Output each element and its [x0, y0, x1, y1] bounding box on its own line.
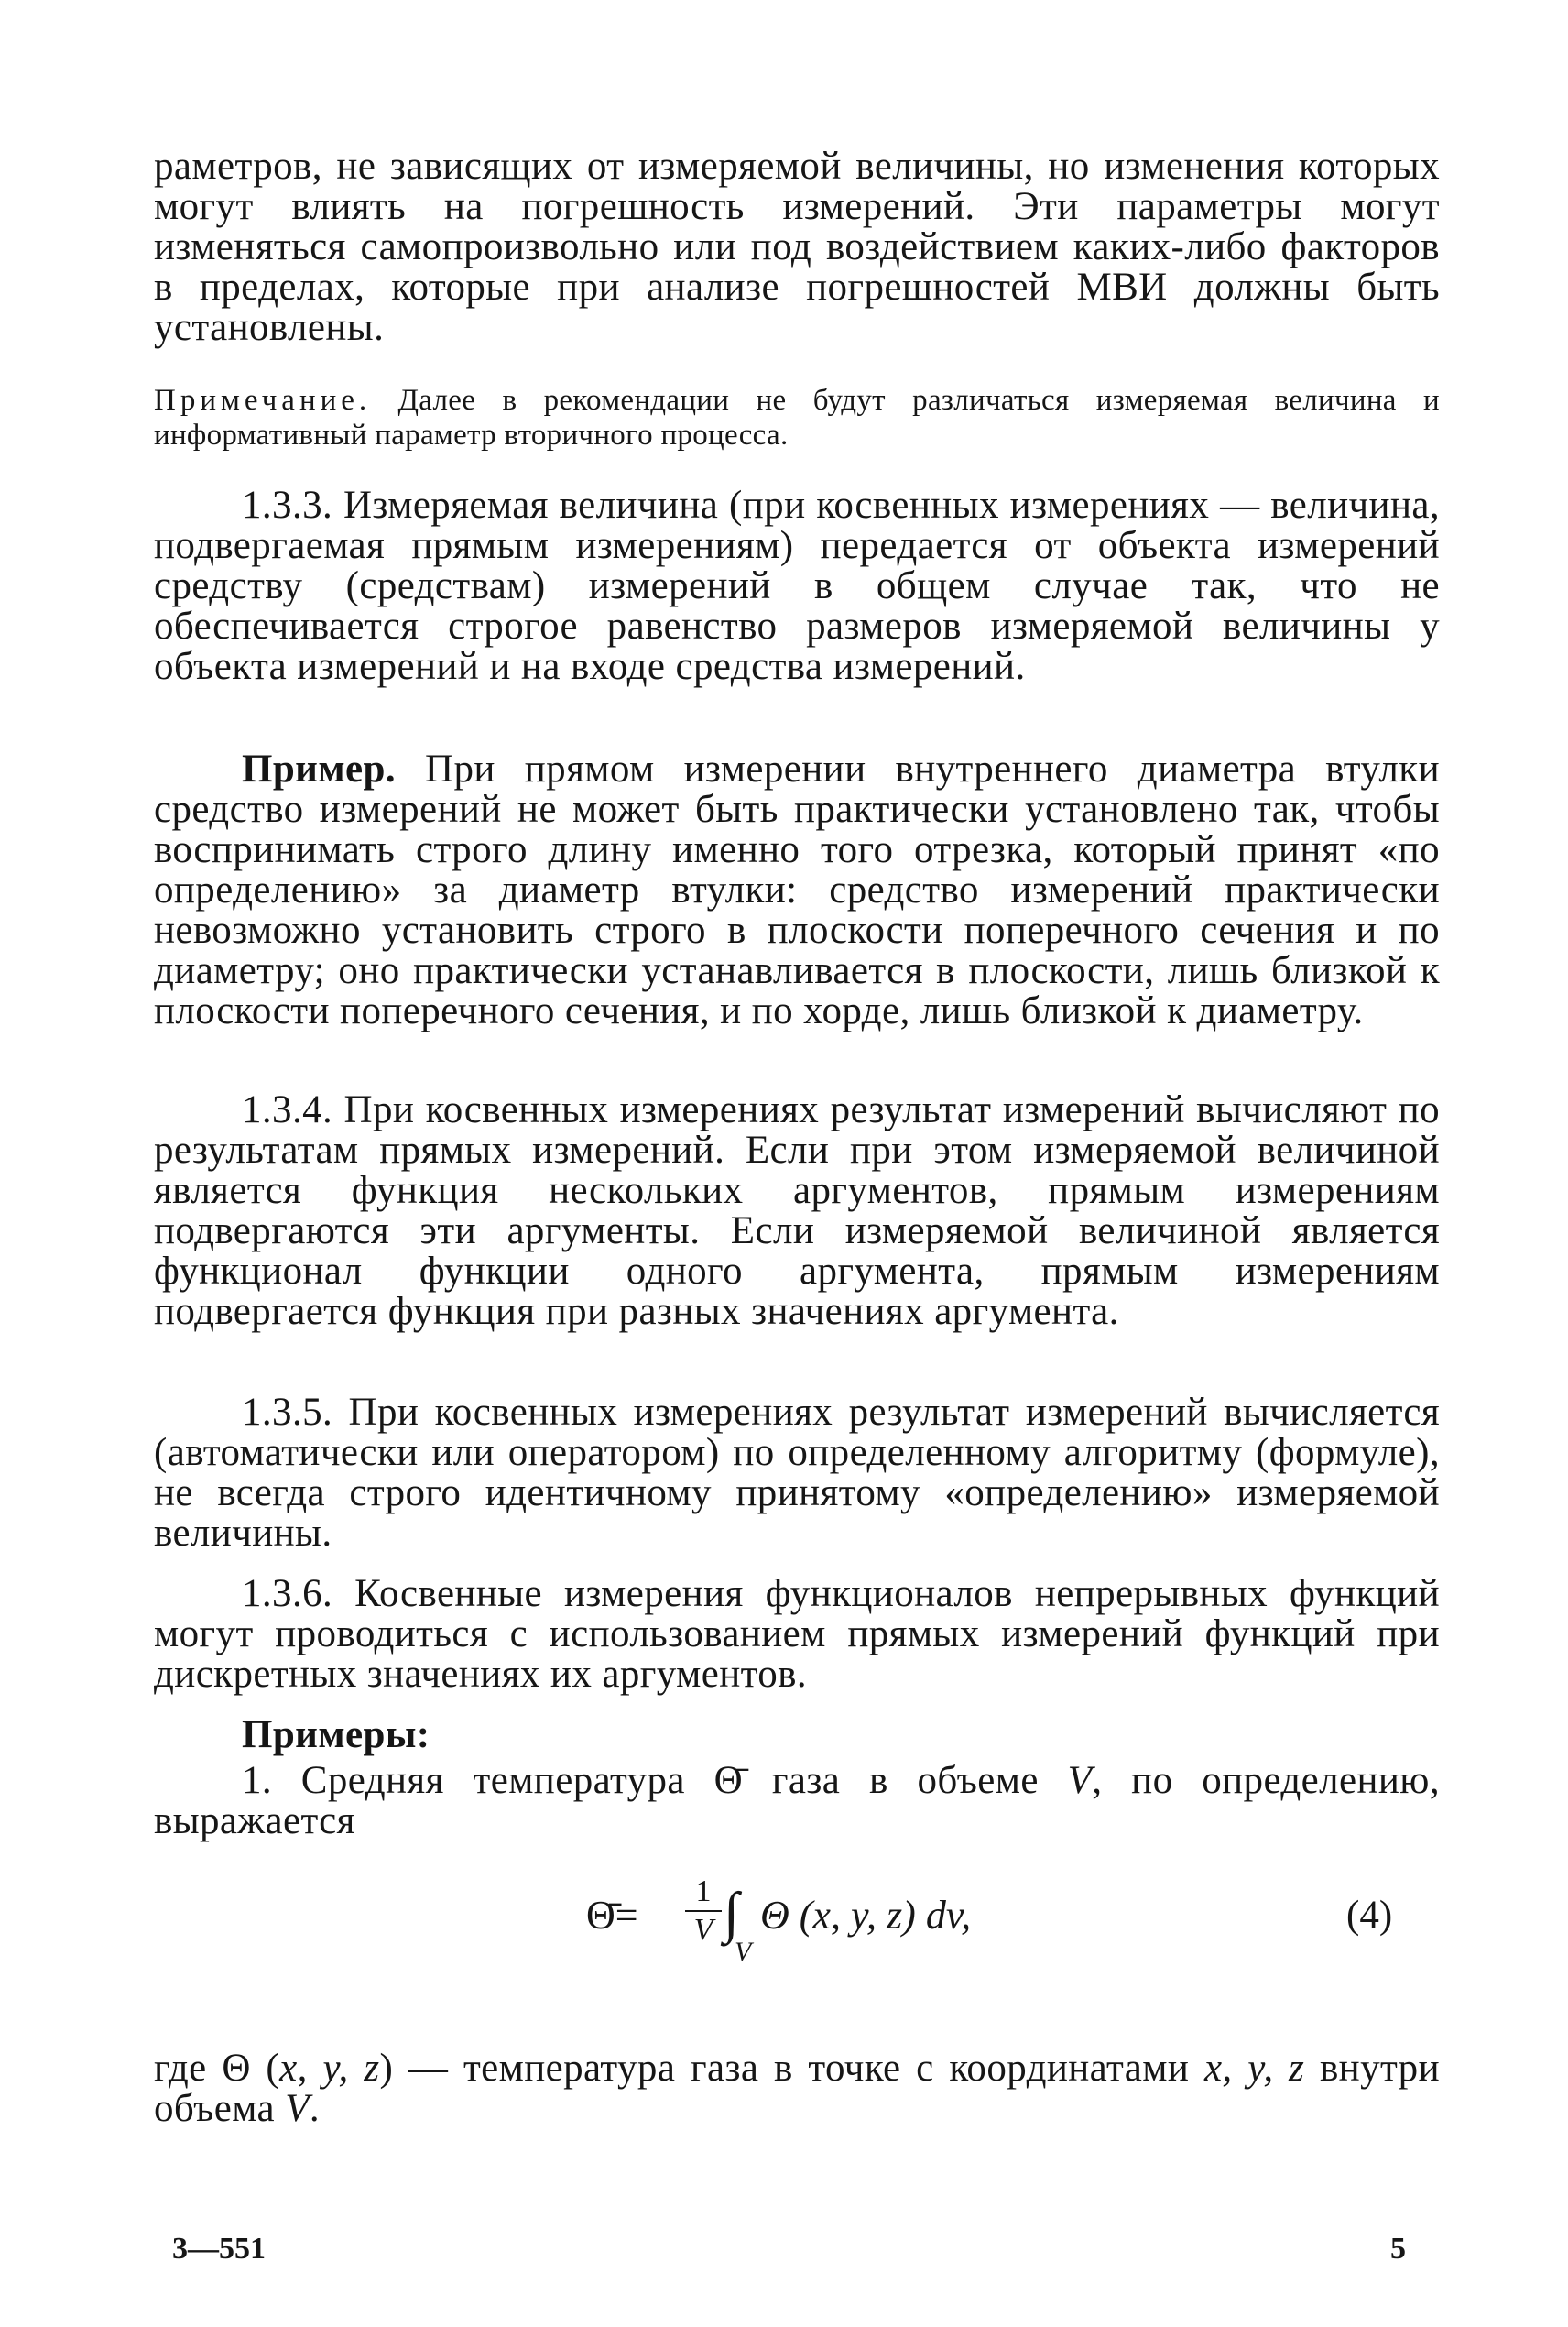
- example-paragraph: [154, 749, 1440, 1032]
- example-text: При прямом измерении внутреннего диаметра втулки средство измерений не может быть практически установлено так, чтобы воспринимать строго длину именно того отрезка, который принят «по определению» за диаметр втулки: средство измерений практически невозможно установить строго в плоскости поперечного сечения и по диаметру; оно практически устанавливается в плоскости, лишь близкой к плоскости поперечного сечения, и по хорде, лишь близкой к диаметру.: [154, 748, 1440, 1032]
- note-paragraph: [154, 383, 1440, 453]
- coordinates: x, y, z: [1203, 2047, 1305, 2090]
- text-run: где Θ (: [154, 2047, 280, 2090]
- page-number: 5: [1390, 2232, 1406, 2266]
- integral-subscript: V: [735, 1937, 752, 1967]
- theta-symbol: Θ̄: [713, 1759, 744, 1802]
- section-1-3-3: [154, 486, 1440, 687]
- fraction-numerator: 1: [685, 1874, 722, 1912]
- section-text: 1.3.5. При косвенных измерениях результат измерений вычисляется (автоматически или оператором) по определенному алгоритму (формуле), не всегда строго идентичному принятому «определению» измеряемой величины.: [154, 1391, 1440, 1555]
- note-label: Примечание.: [154, 384, 372, 417]
- formula-4: [586, 1874, 1007, 1974]
- variable-v: V: [285, 2087, 310, 2130]
- formula-lhs: Θ̄=: [586, 1893, 638, 1938]
- text-run: , по определению, выражается: [154, 1759, 1440, 1842]
- text-run: внутри объема: [154, 2047, 1440, 2130]
- paragraph-continuation: [154, 147, 1440, 348]
- section-text: 1.3.3. Измеряемая величина (при косвенных измерениях — величина, подвергаемая прямым измерениям) передается от объекта измерений средству (средствам) измерений в общем случае так, что не обеспечивается строгое равенство размеров измеряемой величины у объекта измерений и на входе средства измерений.: [154, 484, 1440, 688]
- section-text: 1.3.6. Косвенные измерения функционалов непрерывных функций могут проводиться с использованием прямых измерений функций при дискретных значениях их аргументов.: [154, 1572, 1440, 1696]
- note-text: Далее в рекомендации не будут различаться измеряемая величина и информативный параметр вторичного процесса.: [154, 384, 1440, 452]
- section-1-3-6: [154, 1574, 1440, 1695]
- example-label: Пример.: [242, 748, 396, 791]
- section-1-3-5: [154, 1393, 1440, 1554]
- variable-v: V: [1067, 1759, 1093, 1802]
- section-1-3-4: [154, 1090, 1440, 1332]
- paragraph-text: раметров, не зависящих от измеряемой величины, но изменения которых могут влиять на погрешность измерений. Эти параметры могут изменяться самопроизвольно или под воздействием каких-либо факторов в пределах, которые при анализе погрешностей МВИ должны быть установлены.: [154, 145, 1440, 349]
- integral-sign: ∫: [724, 1882, 739, 1944]
- text-run: ) — температура газа в точке с координатами: [379, 2047, 1204, 2090]
- printer-signature: 3—551: [172, 2232, 266, 2266]
- examples-heading: Примеры:: [242, 1713, 430, 1756]
- example-block: [154, 749, 1440, 1032]
- section-text: 1.3.4. При косвенных измерениях результат измерений вычисляют по результатам прямых измерений. Если при этом измеряемой величиной является функция нескольких аргументов, прямым измерениям подвергаются эти аргументы. Если измеряемой величиной является функционал функции одного аргумента, прямым измерениям подвергается функция при разных значениях аргумента.: [154, 1088, 1440, 1333]
- where-text: [154, 2048, 1440, 2129]
- text-run: 1. Средняя температура: [242, 1759, 714, 1802]
- note-block: [154, 383, 1440, 453]
- example-1-text: [154, 1761, 1440, 1841]
- fraction-denominator: V: [693, 1913, 713, 1947]
- example-1: [154, 1761, 1440, 1841]
- equation-number: (4): [1346, 1894, 1393, 1937]
- text-run: газа в объеме: [743, 1759, 1068, 1802]
- text-run: .: [309, 2087, 321, 2130]
- examples-heading-block: [154, 1715, 1440, 1755]
- formula-fraction: [685, 1874, 722, 1949]
- where-clause: [154, 2048, 1440, 2129]
- formula-rhs: Θ (x, y, z) dv,: [760, 1893, 972, 1938]
- variables: x, y, z: [279, 2047, 380, 2090]
